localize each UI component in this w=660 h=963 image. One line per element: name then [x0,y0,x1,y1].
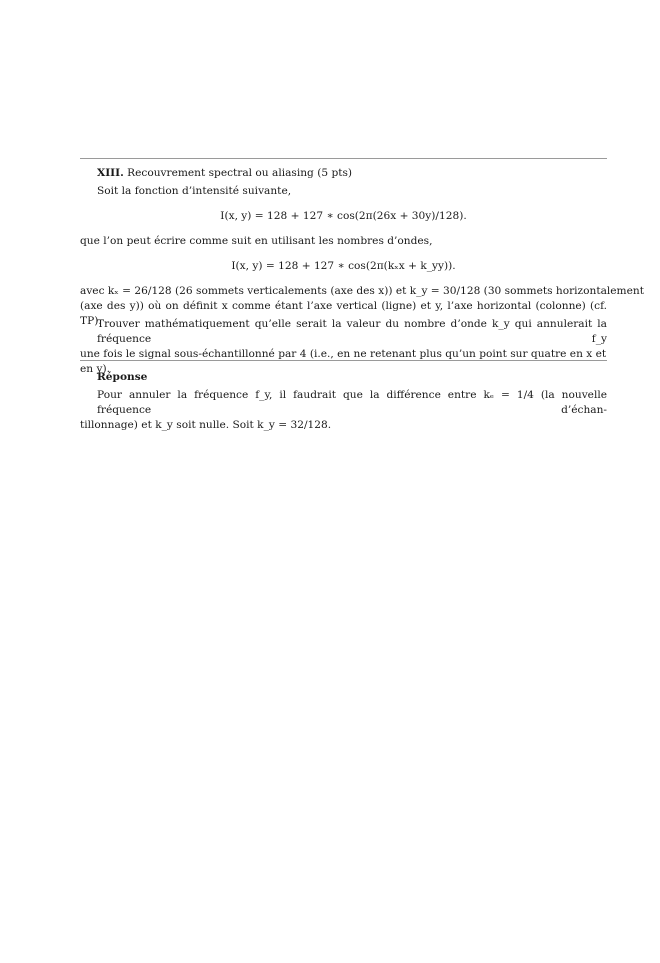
answer-rule [80,360,607,361]
paragraph-1-line-2: (axe des y)) où on définit x comme étant l’axe vertical (ligne) et y, l’axe horizontal (colonne) (cf. TP). [80,300,607,327]
paragraph-2 [80,317,607,377]
answer-line-1: Pour annuler la fréquence f_y, il faudrait que la différence entre kₑ = 1/4 (la nouvelle fréquence d’échan- [97,389,607,416]
answer-line-2: tillonnage) et k_y soit nulle. Soit k_y = 32/128. [80,419,332,431]
problem-heading [80,166,607,181]
equation-1 [80,209,607,224]
answer-paragraph [80,388,607,433]
paragraph-1-line-1: avec kₓ = 26/128 (26 sommets verticalements (axe des x)) et k_y = 30/128 (30 sommets horizontalement [80,285,644,297]
equation-1-text: I(x, y) = 128 + 127 ∗ cos(2π(26x + 30y)/128). [220,210,467,222]
paragraph-2-line-2: une fois le signal sous-échantillonné par 4 (i.e., en ne retenant plus qu’un point sur quatre en x et en y). [80,348,607,375]
top-rule [80,158,607,159]
problem-title: Recouvrement spectral ou aliasing (5 pts) [127,167,353,179]
paragraph-2-line-1: Trouver mathématiquement qu’elle serait la valeur du nombre d’onde k_y qui annulerait la fréquence f_y [97,318,607,345]
problem-number: XIII. [97,167,124,179]
problem-middle: que l’on peut écrire comme suit en utilisant les nombres d’ondes, [80,235,433,247]
answer-heading: Réponse [97,371,148,383]
problem-intro: Soit la fonction d’intensité suivante, [97,185,292,197]
equation-2-text: I(x, y) = 128 + 127 ∗ cos(2π(kₓx + k_yy)). [231,260,456,272]
equation-2 [80,259,607,274]
